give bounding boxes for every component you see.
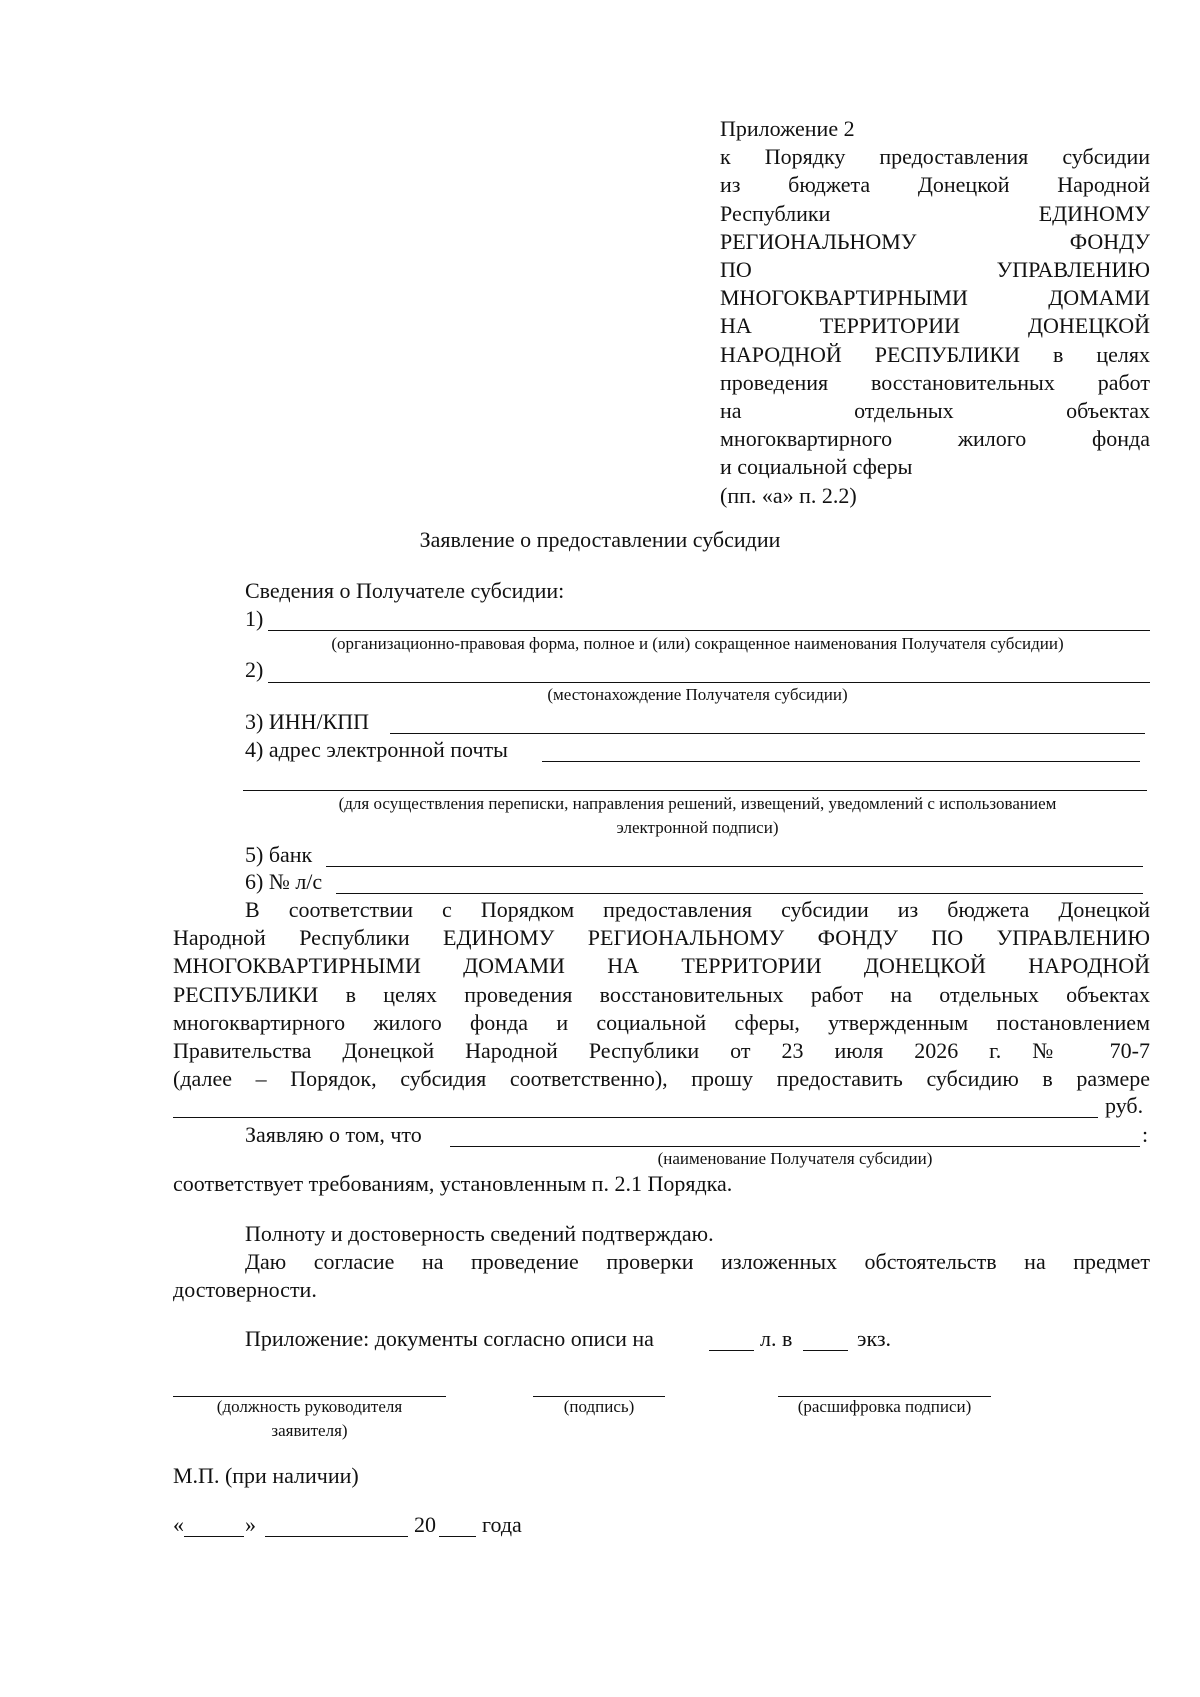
date-open-quote: « bbox=[173, 1512, 184, 1537]
declare-tail: соответствует требованиям, установленным п. 2.1 Порядка. bbox=[173, 1171, 733, 1196]
paragraph-line: многоквартирного жилого фонда и социальной сферы, утвержденным постановлением bbox=[173, 1009, 1150, 1035]
date-year-field[interactable] bbox=[439, 1536, 476, 1537]
appendix-line: проведения восстановительных работ bbox=[720, 369, 1150, 395]
inn-kpp-field[interactable] bbox=[390, 733, 1145, 734]
document-title: Заявление о предоставлении субсидии bbox=[419, 527, 781, 552]
attachment-sheets-label: л. в bbox=[760, 1326, 793, 1351]
confirm-text: Полноту и достоверность сведений подтверждаю. bbox=[245, 1221, 714, 1246]
appendix-line: многоквартирного жилого фонда bbox=[720, 426, 1150, 452]
appendix-header bbox=[720, 115, 1150, 510]
consent-line: достоверности. bbox=[173, 1277, 317, 1303]
email-field[interactable] bbox=[542, 761, 1140, 762]
item6-label: 6) № л/с bbox=[245, 869, 323, 894]
date-close-quote: » bbox=[245, 1512, 256, 1537]
account-field[interactable] bbox=[336, 893, 1143, 894]
attachment-copies-label: экз. bbox=[857, 1326, 892, 1351]
bank-field[interactable] bbox=[326, 866, 1143, 867]
date-year-prefix: 20 bbox=[414, 1512, 436, 1537]
declare-label: Заявляю о том, что bbox=[245, 1122, 422, 1147]
appendix-line: ПО УПРАВЛЕНИЮ bbox=[720, 257, 1150, 283]
paragraph-line: В соответствии с Порядком предоставления субсидии из бюджета Донецкой bbox=[245, 897, 1150, 922]
date-day-field[interactable] bbox=[184, 1536, 244, 1537]
appendix-line: и социальной сферы bbox=[720, 454, 913, 480]
date-suffix: года bbox=[482, 1512, 522, 1537]
appendix-line: НАРОДНОЙ РЕСПУБЛИКИ в целях bbox=[720, 341, 1150, 367]
appendix-line: МНОГОКВАРТИРНЫМИ ДОМАМИ bbox=[720, 285, 1150, 311]
item4-hint-line1: (для осуществления переписки, направления решений, извещений, уведомлений с использованием bbox=[338, 794, 1057, 813]
consent-line: Даю согласие на проведение проверки изложенных обстоятельств на предмет bbox=[245, 1249, 1150, 1274]
paragraph-line: РЕСПУБЛИКИ в целях проведения восстановительных работ на отдельных объектах bbox=[173, 981, 1150, 1007]
appendix-line: к Порядку предоставления субсидии bbox=[720, 144, 1150, 170]
recipient-heading: Сведения о Получателе субсидии: bbox=[245, 578, 565, 603]
item5-label: 5) банк bbox=[245, 842, 313, 867]
paragraph-line: Правительства Донецкой Народной Республики от 23 июля 2026 г. № 70-7 bbox=[173, 1038, 1150, 1064]
appendix-line: на отдельных объектах bbox=[720, 398, 1150, 424]
appendix-line: РЕГИОНАЛЬНОМУ ФОНДУ bbox=[720, 228, 1150, 254]
paragraph-line: (далее – Порядок, субсидия соответственно), прошу предоставить субсидию в размере bbox=[173, 1066, 1150, 1092]
appendix-line: (пп. «а» п. 2.2) bbox=[720, 482, 857, 508]
copies-count-field[interactable] bbox=[803, 1350, 848, 1351]
declare-colon: : bbox=[1142, 1122, 1149, 1147]
request-paragraph bbox=[173, 896, 1150, 1093]
sheets-count-field[interactable] bbox=[709, 1350, 754, 1351]
position-hint-line2: заявителя) bbox=[271, 1421, 348, 1440]
position-hint-line1: (должность руководителя bbox=[216, 1397, 403, 1416]
item1-hint: (организационно-правовая форма, полное и (или) сокращенное наименования Получателя субсидии) bbox=[331, 634, 1064, 653]
email-field-continuation[interactable] bbox=[243, 790, 1147, 791]
appendix-line: из бюджета Донецкой Народной bbox=[720, 172, 1150, 198]
appendix-line: Республики ЕДИНОМУ bbox=[720, 200, 1150, 226]
item3-label: 3) ИНН/КПП bbox=[245, 709, 370, 734]
consent-paragraph bbox=[173, 1248, 1150, 1304]
paragraph-line: Народной Республики ЕДИНОМУ РЕГИОНАЛЬНОМУ ФОНДУ ПО УПРАВЛЕНИЮ bbox=[173, 925, 1150, 951]
declare-hint: (наименование Получателя субсидии) bbox=[657, 1149, 933, 1168]
item4-label: 4) адрес электронной почты bbox=[245, 737, 508, 762]
amount-field[interactable] bbox=[173, 1117, 1098, 1118]
item2-hint: (местонахождение Получателя субсидии) bbox=[547, 685, 848, 704]
item1-label: 1) bbox=[245, 606, 264, 631]
item2-label: 2) bbox=[245, 657, 264, 682]
appendix-line: НА ТЕРРИТОРИИ ДОНЕЦКОЙ bbox=[720, 313, 1150, 339]
recipient-name-field[interactable] bbox=[268, 630, 1150, 631]
stamp-note: М.П. (при наличии) bbox=[173, 1463, 359, 1488]
recipient-location-field[interactable] bbox=[268, 682, 1150, 683]
item4-hint-line2: электронной подписи) bbox=[616, 818, 779, 837]
appendix-line: Приложение 2 bbox=[720, 116, 855, 141]
declare-name-field[interactable] bbox=[450, 1146, 1140, 1147]
rub-label: руб. bbox=[1105, 1093, 1144, 1118]
date-month-field[interactable] bbox=[265, 1536, 408, 1537]
attachment-label: Приложение: документы согласно описи на bbox=[245, 1326, 654, 1351]
signature-decode-hint: (расшифровка подписи) bbox=[797, 1397, 972, 1416]
paragraph-line: МНОГОКВАРТИРНЫМИ ДОМАМИ НА ТЕРРИТОРИИ ДОНЕЦКОЙ НАРОДНОЙ bbox=[173, 953, 1150, 979]
signature-hint: (подпись) bbox=[563, 1397, 635, 1416]
